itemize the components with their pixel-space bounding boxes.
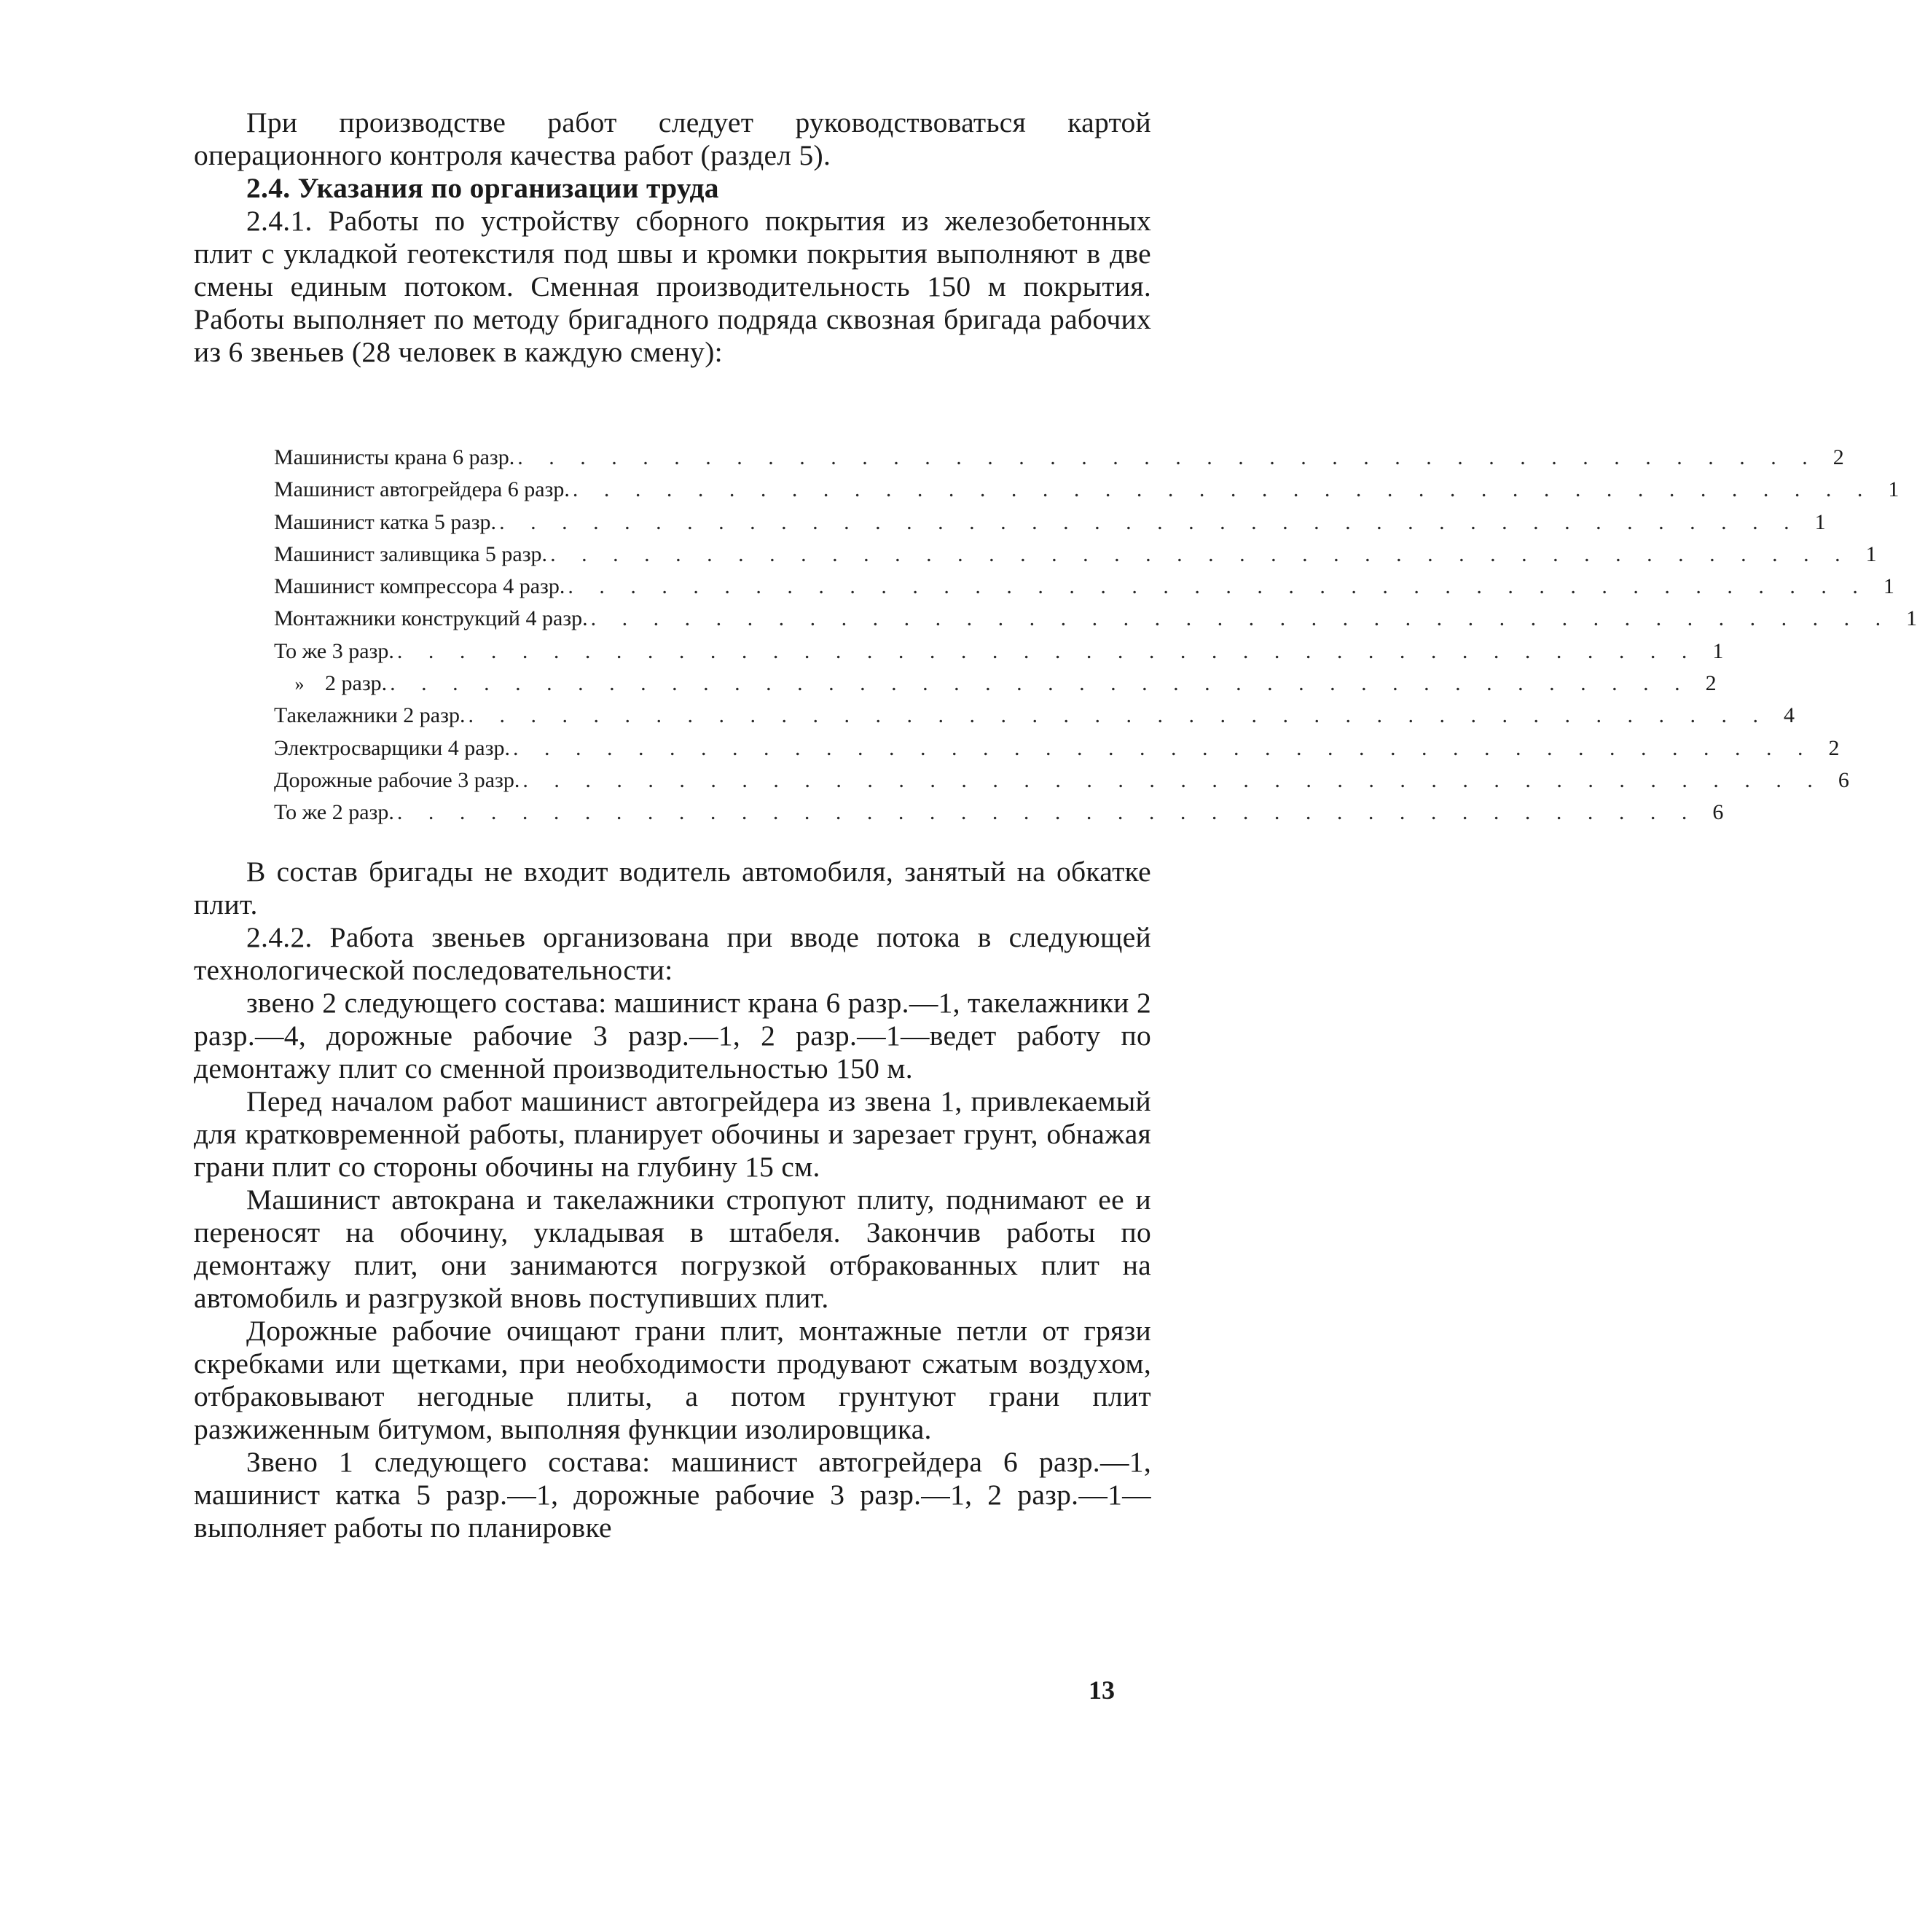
- staff-role: Электросварщики 4 разр.: [274, 735, 510, 760]
- staff-row: [274, 603, 1917, 635]
- page-number: 13: [1089, 1675, 1115, 1705]
- staff-row: [274, 668, 1717, 700]
- leader-dots: . . . . . . . . . . . . . . . . . . . . . . . . . . . . . . . . . . . . . . . . . .: [396, 638, 1698, 663]
- upper-text-block: [194, 106, 1151, 369]
- staff-count: 4: [1783, 703, 1795, 728]
- staff-role: Машинисты крана 6 разр.: [274, 445, 515, 469]
- staff-role: Такелажники 2 разр.: [274, 703, 466, 728]
- paragraph-grader: Перед началом работ машинист автогрейдера из звена 1, привлекаемый для кратковременной работы, планирует обочины и зарезает грунт, обнажая грани плит со стороны обочины на глубину 15 см.: [194, 1085, 1151, 1183]
- staff-count: 1: [1906, 606, 1917, 631]
- staff-role: Машинист компрессора 4 разр.: [274, 574, 565, 599]
- staff-row: [274, 507, 1826, 539]
- section-heading: 2.4. Указания по организации труда: [246, 172, 719, 204]
- staff-count: 6: [1712, 800, 1724, 825]
- leader-dots: . . . . . . . . . . . . . . . . . . . . . . . . . . . . . . . . . . . . . . . . . .: [590, 606, 1891, 631]
- staff-count: 2: [1828, 735, 1840, 760]
- leader-dots: . . . . . . . . . . . . . . . . . . . . . . . . . . . . . . . . . . . . . . . . . .: [468, 703, 1768, 728]
- staff-role: То же 2 разр.: [274, 800, 394, 825]
- staff-role: Машинист автогрейдера 6 разр.: [274, 477, 570, 502]
- paragraph-driver: В состав бригады не входит водитель автомобиля, занятый на обкатке плит.: [194, 856, 1151, 920]
- intro-paragraph: При производстве работ следует руководствоваться картой операционного контроля качества работ (раздел 5).: [194, 106, 1151, 171]
- staff-role: Монтажники конструкций 4 разр.: [274, 606, 588, 631]
- leader-dots: . . . . . . . . . . . . . . . . . . . . . . . . . . . . . . . . . . . . . . . . . .: [396, 800, 1698, 825]
- staff-count: 1: [1883, 574, 1894, 599]
- paragraph-zveno-1: Звено 1 следующего состава: машинист автогрейдера 6 разр.—1, машинист катка 5 разр.—1, дорожные рабочие 3 разр.—1, 2 разр.—1—выполняет работы по планировке: [194, 1446, 1151, 1544]
- staff-count: 2: [1832, 445, 1844, 469]
- staff-row: [274, 442, 1844, 474]
- leader-dots: . . . . . . . . . . . . . . . . . . . . . . . . . . . . . . . . . . . . . . . . . .: [517, 445, 1818, 469]
- leader-dots: . . . . . . . . . . . . . . . . . . . . . . . . . . . . . . . . . . . . . . . . . .: [550, 541, 1851, 566]
- staff-role-ditto: [274, 668, 387, 700]
- leader-dots: . . . . . . . . . . . . . . . . . . . . . . . . . . . . . . . . . . . . . . . . . .: [499, 509, 1800, 534]
- staff-role: Дорожные рабочие 3 разр.: [274, 767, 520, 792]
- staff-role: Машинист заливщика 5 разр.: [274, 541, 548, 566]
- paragraph-2-4-2: 2.4.2. Работа звеньев организована при вводе потока в следующей технологической последовательности:: [194, 921, 1151, 986]
- staff-row: [274, 539, 1877, 571]
- staff-row: [274, 635, 1724, 668]
- staff-role: Машинист катка 5 разр.: [274, 509, 497, 534]
- staff-count: 1: [1865, 541, 1877, 566]
- staff-role: 2 разр.: [325, 671, 388, 696]
- staff-count: 6: [1838, 767, 1849, 792]
- staff-row: [274, 797, 1724, 829]
- leader-dots: . . . . . . . . . . . . . . . . . . . . . . . . . . . . . . . . . . . . . . . . . .: [568, 574, 1868, 599]
- staff-row: [274, 700, 1795, 732]
- staff-row: [274, 764, 1849, 797]
- staff-row: [274, 571, 1894, 603]
- staff-count: 1: [1712, 638, 1724, 663]
- staff-row: [274, 732, 1840, 764]
- staff-count: 1: [1814, 509, 1826, 534]
- paragraph-crane: Машинист автокрана и такелажники стропуют плиту, поднимают ее и переносят на обочину, укладывая в штабеля. Закончив работы по демонтажу плит, они занимаются погрузкой отбракованных плит на автомобиль и разгрузкой вновь поступивших плит.: [194, 1184, 1151, 1314]
- paragraph-zveno-2: звено 2 следующего состава: машинист крана 6 разр.—1, такелажники 2 разр.—4, дорожные рабочие 3 разр.—1, 2 разр.—1—ведет работу по демонтажу плит со сменной производительностью 150 м.: [194, 987, 1151, 1084]
- staff-row: [274, 474, 1900, 506]
- lower-text-block: [194, 856, 1151, 1544]
- ditto-mark: »: [294, 673, 305, 695]
- staff-count: 1: [1888, 477, 1900, 502]
- leader-dots: . . . . . . . . . . . . . . . . . . . . . . . . . . . . . . . . . . . . . . . . . .: [572, 477, 1873, 502]
- leader-dots: . . . . . . . . . . . . . . . . . . . . . . . . . . . . . . . . . . . . . . . . . .: [512, 735, 1814, 760]
- paragraph-2-4-1: 2.4.1. Работы по устройству сборного покрытия из железобетонных плит с укладкой геотекстиля под швы и кромки покрытия выполняют в две смены единым потоком. Сменная производительность 150 м покрытия. Работы выполняет по методу бригадного подряда сквозная бригада рабочих из 6 звеньев (28 человек в каждую смену):: [194, 205, 1151, 368]
- staff-role: То же 3 разр.: [274, 638, 394, 663]
- brigade-staff-list: [274, 442, 1917, 829]
- leader-dots: . . . . . . . . . . . . . . . . . . . . . . . . . . . . . . . . . . . . . . . . . .: [390, 671, 1690, 696]
- staff-count: 2: [1705, 671, 1717, 696]
- leader-dots: . . . . . . . . . . . . . . . . . . . . . . . . . . . . . . . . . . . . . . . . . .: [522, 767, 1823, 792]
- paragraph-road-workers: Дорожные рабочие очищают грани плит, монтажные петли от грязи скребками или щетками, при необходимости продувают сжатым воздухом, отбраковывают негодные плиты, а потом грунтуют грани плит разжиженным битумом, выполняя функции изолировщика.: [194, 1315, 1151, 1445]
